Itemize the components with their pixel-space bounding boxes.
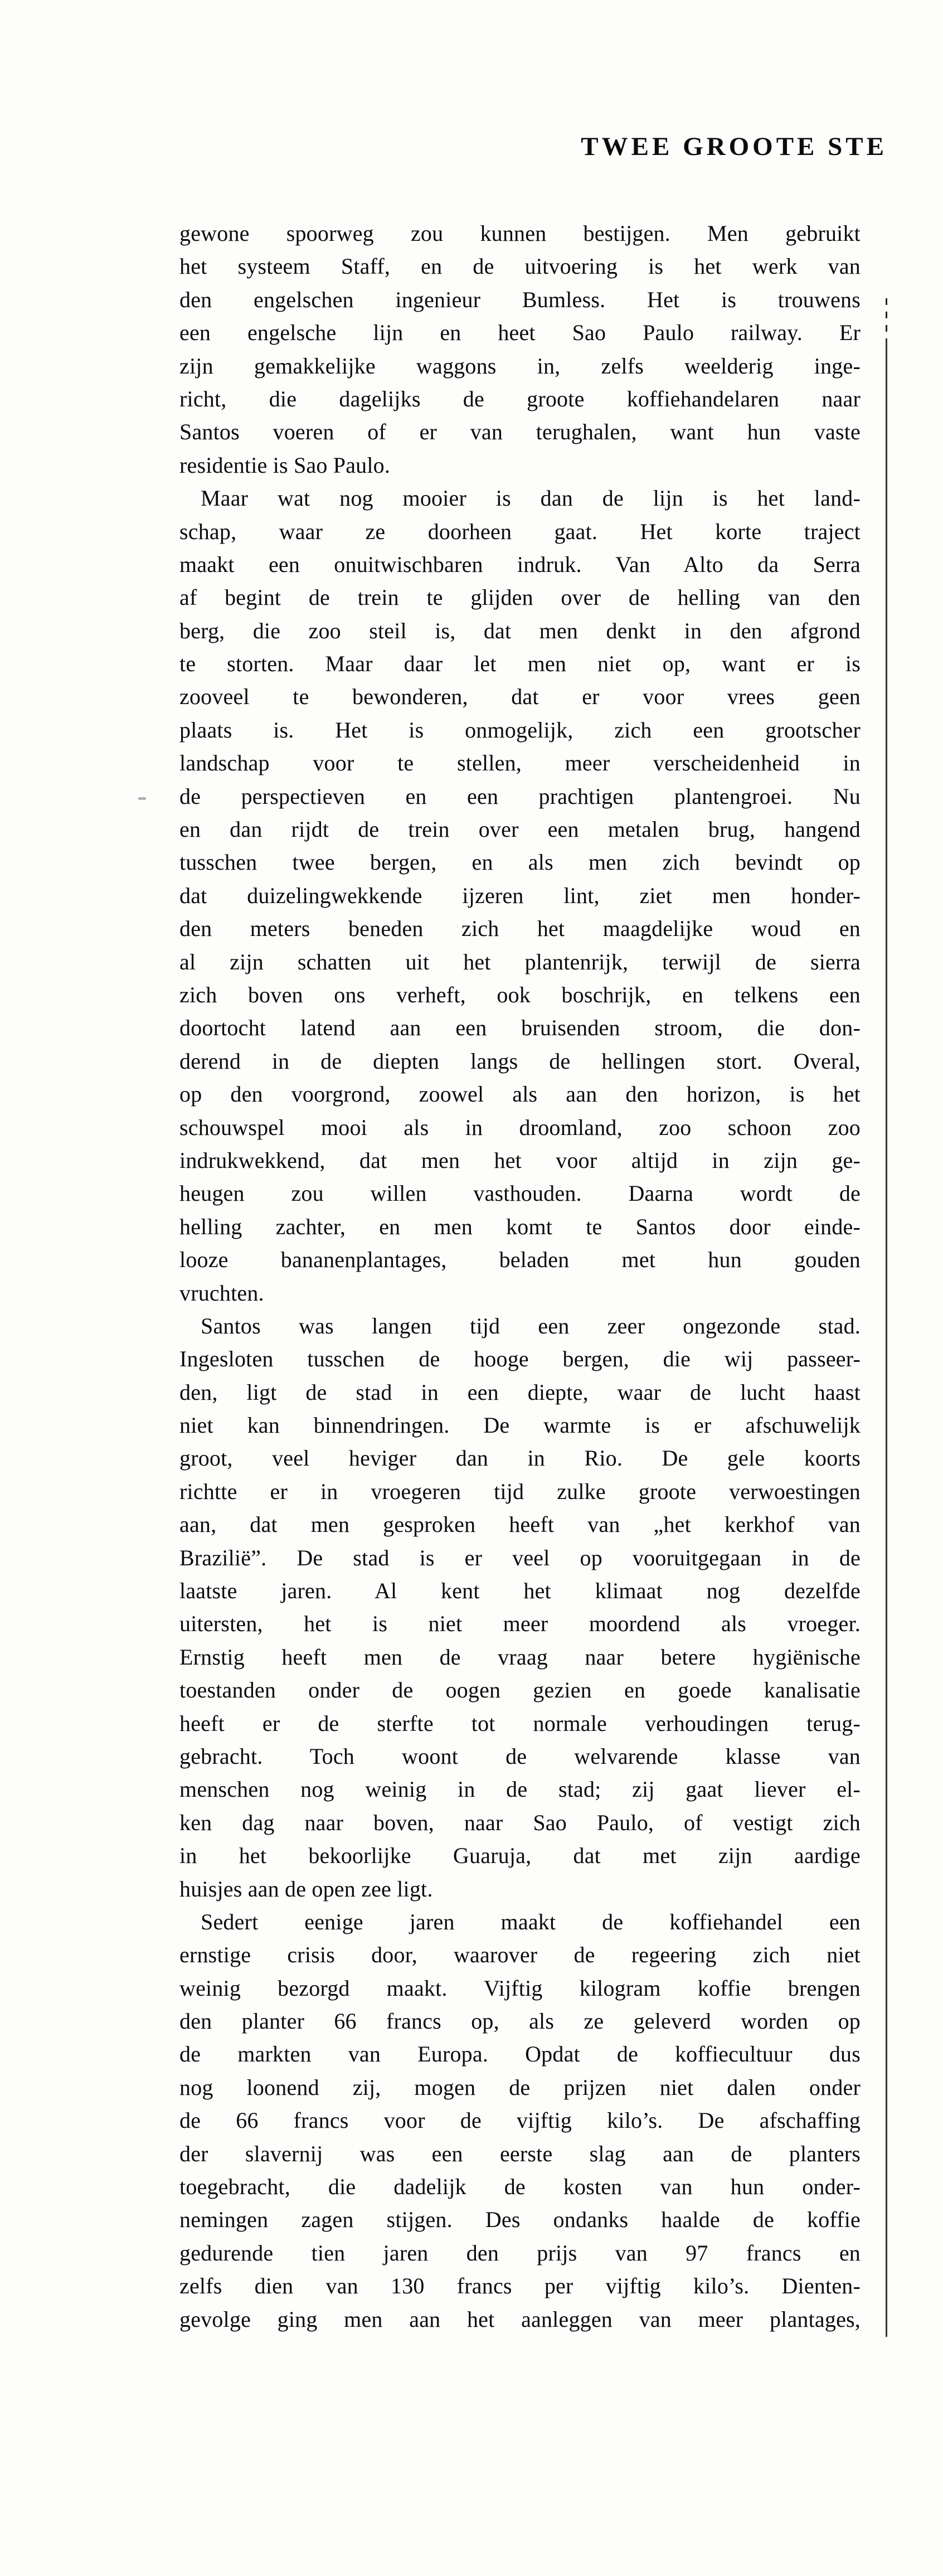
- text-line: heugen zou willen vasthouden. Daarna wordt de: [179, 1181, 861, 1206]
- text-line: menschen nog weinig in de stad; zij gaat liever el-: [179, 1777, 861, 1802]
- text-line: niet kan binnendringen. De warmte is er afschuwelijk: [179, 1413, 861, 1438]
- text-line: zooveel te bewonderen, dat er voor vrees geen: [179, 684, 861, 710]
- text-line: Maar wat nog mooier is dan de lijn is het land-: [201, 486, 861, 511]
- text-line: huisjes aan de open zee ligt.: [179, 1876, 433, 1901]
- text-line: den meters beneden zich het maagdelijke woud en: [179, 916, 861, 942]
- text-line: ken dag naar boven, naar Sao Paulo, of vestigt zich: [179, 1809, 861, 1835]
- paragraph: [179, 217, 861, 482]
- text-line: af begint de trein te glijden over de helling van den: [179, 585, 861, 610]
- text-line: gedurende tien jaren den prijs van 97 francs en: [179, 2240, 861, 2265]
- text-line: gevolge ging men aan het aanleggen van meer plantages,: [179, 2306, 861, 2332]
- running-header: TWEE GROOTE STE: [581, 132, 887, 161]
- margin-speck: [138, 797, 146, 800]
- text-line: den engelschen ingenieur Bumless. Het is trouwens: [179, 287, 861, 312]
- text-line: zich boven ons verheft, ook boschrijk, en telkens een: [179, 982, 861, 1007]
- text-line: laatste jaren. Al kent het klimaat nog dezelfde: [179, 1578, 861, 1604]
- text-line: landschap voor te stellen, meer verscheidenheid in: [179, 750, 861, 776]
- text-line: op den voorgrond, zoowel als aan den horizon, is het: [179, 1081, 861, 1107]
- text-line: vruchten.: [179, 1280, 264, 1306]
- text-line: het systeem Staff, en de uitvoering is het werk van: [179, 254, 861, 279]
- text-line: toestanden onder de oogen gezien en goede kanalisatie: [179, 1677, 861, 1703]
- text-line: gewone spoorweg zou kunnen bestijgen. Men gebruikt: [179, 221, 861, 246]
- text-line: in het bekoorlijke Guaruja, dat met zijn aardige: [179, 1843, 861, 1869]
- text-line: nog loonend zij, mogen de prijzen niet dalen onder: [179, 2074, 861, 2100]
- text-line: den planter 66 francs op, als ze geleverd worden op: [179, 2009, 861, 2034]
- text-line: looze bananenplantages, beladen met hun gouden: [179, 1247, 861, 1273]
- text-line: al zijn schatten uit het plantenrijk, terwijl de sierra: [179, 949, 861, 974]
- text-block: [179, 217, 861, 2336]
- text-line: den, ligt de stad in een diepte, waar de lucht haast: [179, 1379, 861, 1405]
- text-line: dat duizelingwekkende ijzeren lint, ziet men honder-: [179, 882, 861, 908]
- scan-edge-rule-dashed: [886, 298, 887, 338]
- scan-edge-rule: [886, 338, 887, 2337]
- text-line: Ingesloten tusschen de hooge bergen, die wij passeer-: [179, 1346, 861, 1372]
- text-line: richtte er in vroegeren tijd zulke groote verwoestingen: [179, 1478, 861, 1504]
- text-line: richt, die dagelijks de groote koffiehandelaren naar: [179, 386, 861, 411]
- text-line: zijn gemakkelijke waggons in, zelfs weelderig inge-: [179, 353, 861, 379]
- text-line: helling zachter, en men komt te Santos door einde-: [179, 1214, 861, 1239]
- text-line: derend in de diepten langs de hellingen stort. Overal,: [179, 1048, 861, 1074]
- text-line: de perspectieven en een prachtigen plantengroei. Nu: [179, 783, 861, 809]
- text-line: heeft er de sterfte tot normale verhoudingen terug-: [179, 1710, 861, 1736]
- text-line: zelfs dien van 130 francs per vijftig kilo’s. Dienten-: [179, 2273, 861, 2299]
- text-line: berg, die zoo steil is, dat men denkt in den afgrond: [179, 618, 861, 643]
- text-line: de markten van Europa. Opdat de koffiecultuur dus: [179, 2041, 861, 2067]
- text-line: en dan rijdt de trein over een metalen brug, hangend: [179, 817, 861, 842]
- text-line: residentie is Sao Paulo.: [179, 452, 391, 478]
- text-line: Ernstig heeft men de vraag naar betere hygiënische: [179, 1644, 861, 1670]
- text-line: groot, veel heviger dan in Rio. De gele koorts: [179, 1445, 861, 1471]
- paragraph: [179, 482, 861, 1309]
- text-line: plaats is. Het is onmogelijk, zich een grootscher: [179, 717, 861, 743]
- text-line: een engelsche lijn en heet Sao Paulo railway. Er: [179, 320, 861, 346]
- text-line: doortocht latend aan een bruisenden stroom, die don-: [179, 1015, 861, 1041]
- text-line: weinig bezorgd maakt. Vijftig kilogram koffie brengen: [179, 1975, 861, 2001]
- text-line: uitersten, het is niet meer moordend als vroeger.: [179, 1611, 861, 1637]
- text-line: maakt een onuitwischbaren indruk. Van Alto da Serra: [179, 551, 861, 577]
- text-line: tusschen twee bergen, en als men zich bevindt op: [179, 850, 861, 875]
- text-line: Brazilië”. De stad is er veel op vooruitgegaan in de: [179, 1545, 861, 1570]
- text-line: der slavernij was een eerste slag aan de planters: [179, 2141, 861, 2166]
- text-line: ernstige crisis door, waarover de regeering zich niet: [179, 1942, 861, 1968]
- text-line: nemingen zagen stijgen. Des ondanks haalde de koffie: [179, 2207, 861, 2233]
- text-line: toegebracht, die dadelijk de kosten van hun onder-: [179, 2174, 861, 2200]
- text-line: indrukwekkend, dat men het voor altijd in zijn ge-: [179, 1147, 861, 1173]
- text-line: Sedert eenige jaren maakt de koffiehandel een: [201, 1909, 861, 1934]
- text-line: Santos was langen tijd een zeer ongezonde stad.: [201, 1313, 861, 1338]
- text-line: aan, dat men gesproken heeft van „het kerkhof van: [179, 1512, 861, 1537]
- text-line: te storten. Maar daar let men niet op, want er is: [179, 651, 861, 677]
- paragraph: [179, 1905, 861, 2336]
- text-line: schap, waar ze doorheen gaat. Het korte traject: [179, 518, 861, 544]
- text-line: gebracht. Toch woont de welvarende klasse van: [179, 1743, 861, 1769]
- text-line: de 66 francs voor de vijftig kilo’s. De afschaffing: [179, 2108, 861, 2133]
- paragraph: [179, 1309, 861, 1905]
- text-line: schouwspel mooi als in droomland, zoo schoon zoo: [179, 1114, 861, 1140]
- text-line: Santos voeren of er van terughalen, want hun vaste: [179, 419, 861, 445]
